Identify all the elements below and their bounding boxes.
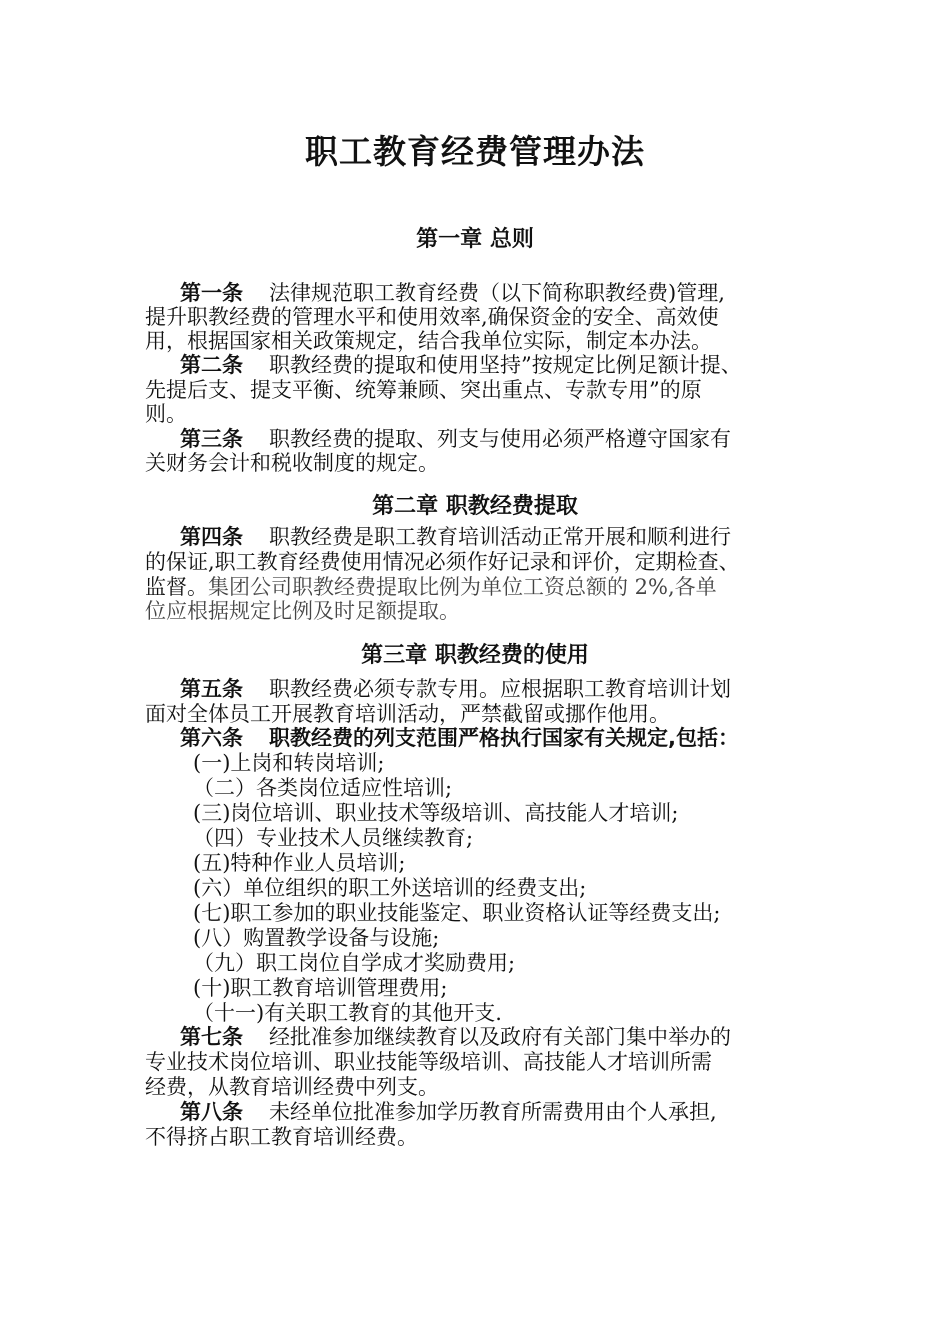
article-label: 第二条 xyxy=(180,353,243,377)
article-4-line xyxy=(145,574,825,600)
article-text: 职教经费的提取、列支与使用必须严格遵守国家有 xyxy=(269,427,731,451)
article-text: 未经单位批准参加学历教育所需费用由个人承担, xyxy=(269,1100,717,1124)
article-8-line: 不得挤占职工教育培训经费。 xyxy=(145,1125,418,1149)
article-7-line: 经费，从教育培训经费中列支。 xyxy=(145,1075,439,1099)
article-7-line xyxy=(180,1024,860,1050)
article-text: 经批准参加继续教育以及政府有关部门集中举办的 xyxy=(269,1025,731,1049)
article-2-line: 则。 xyxy=(145,402,187,426)
article-label: 第七条 xyxy=(180,1025,243,1049)
article-text: 职教经费必须专款专用。应根据职工教育培训计划 xyxy=(269,677,731,701)
article-4-line xyxy=(180,524,860,550)
article-text: 职教经费的提取和使用坚持”按规定比例足额计提、 xyxy=(269,353,742,377)
list-item: (五)特种作业人员培训; xyxy=(193,851,406,875)
list-item: （四）专业技术人员继续教育; xyxy=(193,826,474,850)
chapter-heading-2: 第二章 职教经费提取 xyxy=(372,494,578,519)
article-1-line: 用，根据国家相关政策规定，结合我单位实际，制定本办法。 xyxy=(145,329,712,353)
list-item: （二）各类岗位适应性培训; xyxy=(193,776,453,800)
article-4-line: 的保证,职工教育经费使用情况必须作好记录和评价，定期检查、 xyxy=(145,550,740,574)
article-5-line xyxy=(180,676,860,702)
article-label: 第四条 xyxy=(180,525,243,549)
article-text: 职教经费是职工教育培训活动正常开展和顺利进行 xyxy=(269,525,731,549)
list-item: (一)上岗和转岗培训; xyxy=(193,751,385,775)
article-label: 第一条 xyxy=(180,281,243,305)
article-1-line: 提升职教经费的管理水平和使用效率,确保资金的安全、高效使 xyxy=(145,305,719,329)
list-item: （九）职工岗位自学成才奖励费用; xyxy=(193,951,516,975)
article-4-line: 位应根据规定比例及时足额提取。 xyxy=(145,599,460,623)
article-3-line xyxy=(180,426,860,452)
list-item: (十)职工教育培训管理费用; xyxy=(193,976,448,1000)
article-2-line xyxy=(180,352,860,378)
article-text: 监督。 xyxy=(145,575,208,599)
article-label: 第六条 xyxy=(180,726,243,750)
article-1-line xyxy=(180,280,860,306)
document-title: 职工教育经费管理办法 xyxy=(305,132,645,171)
chapter-heading-1: 第一章 总则 xyxy=(416,227,534,252)
article-text: 法律规范职工教育经费（以下简称职教经费)管理, xyxy=(269,281,725,305)
list-item: （十一)有关职工教育的其他开支. xyxy=(193,1001,502,1025)
list-item: (七)职工参加的职业技能鉴定、职业资格认证等经费支出; xyxy=(193,901,721,925)
article-7-line: 专业技术岗位培训、职业技能等级培训、高技能人才培训所需 xyxy=(145,1050,712,1074)
article-text: 集团公司职教经费提取比例为单位工资总额的 2%,各单 xyxy=(208,575,717,599)
article-2-line: 先提后支、提支平衡、统筹兼顾、突出重点、专款专用”的原 xyxy=(145,378,702,402)
article-3-line: 关财务会计和税收制度的规定。 xyxy=(145,451,439,475)
article-label: 第八条 xyxy=(180,1100,243,1124)
article-6-line xyxy=(180,725,860,751)
article-5-line: 面对全体员工开展教育培训活动，严禁截留或挪作他用。 xyxy=(145,702,670,726)
article-label: 第三条 xyxy=(180,427,243,451)
chapter-heading-3: 第三章 职教经费的使用 xyxy=(361,643,589,668)
article-label: 第五条 xyxy=(180,677,243,701)
list-item: (六）单位组织的职工外送培训的经费支出; xyxy=(193,876,587,900)
article-8-line xyxy=(180,1099,860,1125)
list-item: (八）购置教学设备与设施; xyxy=(193,926,440,950)
article-text: 职教经费的列支范围严格执行国家有关规定,包括： xyxy=(269,726,739,750)
list-item: (三)岗位培训、职业技术等级培训、高技能人才培训; xyxy=(193,801,679,825)
